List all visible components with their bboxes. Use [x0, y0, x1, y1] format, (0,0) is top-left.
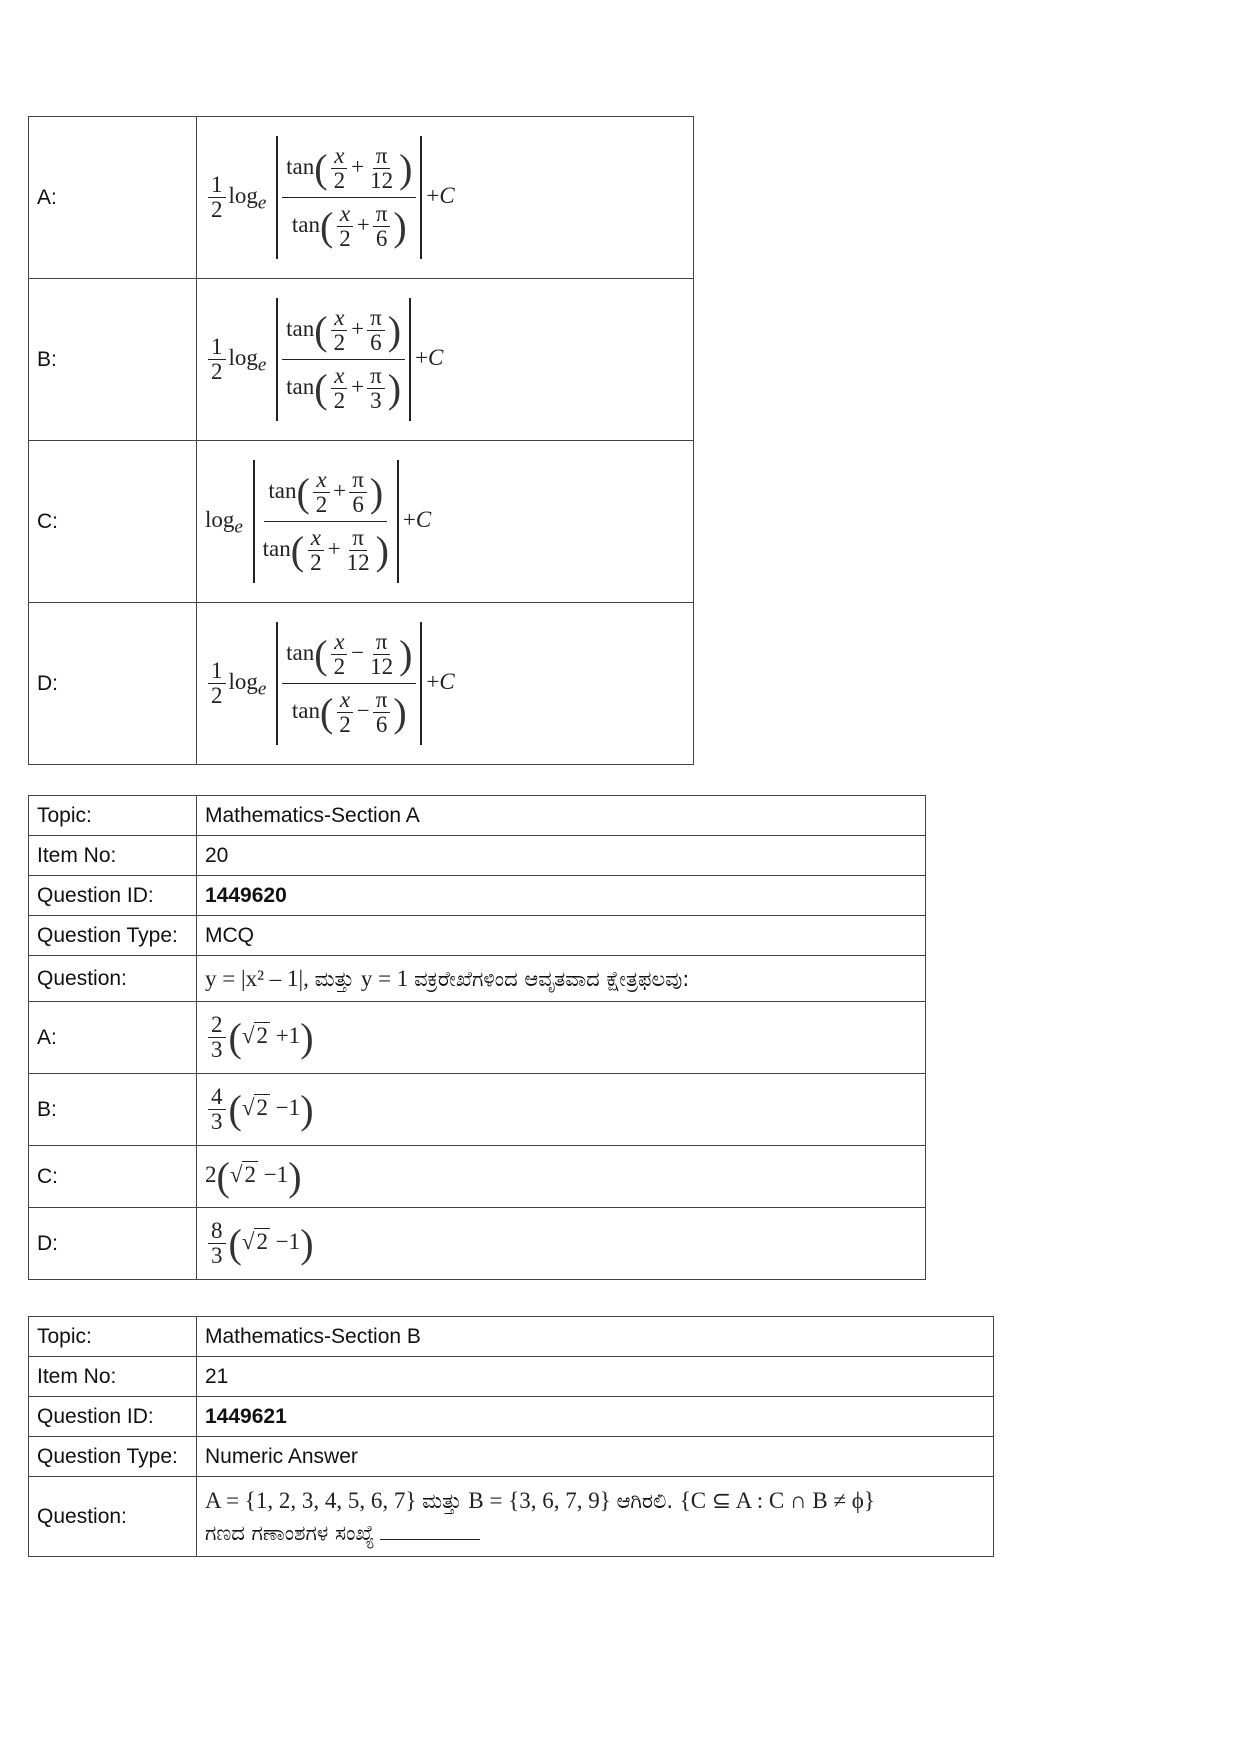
question-math: {C ⊆ A : C ∩ B ≠ ϕ} [679, 1488, 875, 1514]
topic-row [29, 796, 926, 836]
math-expression: $\frac{8}{3}$ (√2 −1) [205, 1229, 314, 1254]
option-row-a [29, 117, 694, 279]
field-label: Question ID: [29, 1397, 197, 1437]
option-label: B: [29, 1074, 197, 1146]
math-expression: $\frac{1}{2}$ $\log_e$ tan( $\frac{x}{2}$ + $\frac{\pi}{6}$ ) tan( $\frac{x}{2}$ + $\frac{\pi}{3}$ ) +C [205, 345, 443, 370]
item-value: 20 [197, 836, 926, 876]
question-math: A = {1, 2, 3, 4, 5, 6, 7} [205, 1488, 423, 1514]
question-type-value: MCQ [197, 916, 926, 956]
field-label: Question Type: [29, 1437, 197, 1477]
option-row-b [29, 279, 694, 441]
question-kannada: ಆಗಿರಲಿ. [616, 1489, 680, 1514]
field-label: Item No: [29, 836, 197, 876]
topic-value: Mathematics-Section A [197, 796, 926, 836]
field-label: Question: [29, 956, 197, 1002]
question-type-row [29, 916, 926, 956]
item-value: 21 [197, 1357, 994, 1397]
option-label: B: [29, 279, 197, 441]
math-expression: $\frac{4}{3}$ (√2 −1) [205, 1095, 314, 1120]
field-label: Question: [29, 1477, 197, 1557]
question-id-row [29, 1397, 994, 1437]
question-kannada: ವಕ್ರರೇಖೆಗಳಿಂದ ಆವೃತವಾದ ಕ್ಷೇತ್ರಫಲವು: [414, 966, 690, 991]
option-expression [197, 1146, 926, 1208]
question-text [197, 956, 926, 1002]
question-id-value [197, 1397, 994, 1437]
option-label: A: [29, 1002, 197, 1074]
math-expression: $\log_e$ tan( $\frac{x}{2}$ + $\frac{\pi}{6}$ ) tan( $\frac{x}{2}$ + $\frac{\pi}{12}$ ) +C [205, 507, 431, 532]
field-label: Question Type: [29, 916, 197, 956]
option-expression [197, 603, 694, 765]
field-label: Topic: [29, 796, 197, 836]
option-row-a [29, 1002, 926, 1074]
option-expression [197, 117, 694, 279]
question-math: y = 1 [360, 965, 415, 991]
option-row-d [29, 603, 694, 765]
topic-value: Mathematics-Section B [197, 1317, 994, 1357]
question-id-row [29, 876, 926, 916]
question-row [29, 956, 926, 1002]
q19-options-table [28, 116, 694, 765]
question-id: 1449621 [205, 1404, 287, 1428]
option-label: C: [29, 1146, 197, 1208]
option-expression [197, 1074, 926, 1146]
question-id: 1449620 [205, 883, 287, 907]
math-expression: 2(√2 −1) [205, 1154, 302, 1199]
question-text [197, 1477, 994, 1557]
option-expression [197, 441, 694, 603]
item-row [29, 1357, 994, 1397]
option-row-c [29, 441, 694, 603]
field-label: Question ID: [29, 876, 197, 916]
question-type-row [29, 1437, 994, 1477]
option-expression [197, 1002, 926, 1074]
question-kannada: ಮತ್ತು [422, 1489, 469, 1514]
option-label: D: [29, 1208, 197, 1280]
option-expression [197, 1208, 926, 1280]
topic-row [29, 1317, 994, 1357]
question-row [29, 1477, 994, 1557]
answer-blank [380, 1521, 480, 1540]
q20-table [28, 795, 926, 1280]
option-row-b [29, 1074, 926, 1146]
question-math: B = {3, 6, 7, 9} [468, 1488, 617, 1514]
question-id-value [197, 876, 926, 916]
option-label: A: [29, 117, 197, 279]
q21-table [28, 1316, 994, 1557]
option-label: C: [29, 441, 197, 603]
option-label: D: [29, 603, 197, 765]
question-kannada: ಮತ್ತು [314, 966, 361, 991]
field-label: Item No: [29, 1357, 197, 1397]
option-expression [197, 279, 694, 441]
math-expression: $\frac{2}{3}$ (√2 +1) [205, 1023, 314, 1048]
item-row [29, 836, 926, 876]
question-kannada: ಗಣದ ಗಣಾಂಶಗಳ ಸಂಖ್ಯೆ [205, 1520, 375, 1545]
option-row-c [29, 1146, 926, 1208]
math-expression: $\frac{1}{2}$ $\log_e$ tan( $\frac{x}{2}$ + $\frac{\pi}{12}$ ) tan( $\frac{x}{2}$ + $\frac{\pi}{6}$ ) +C [205, 183, 455, 208]
question-type-value: Numeric Answer [197, 1437, 994, 1477]
question-math: y = |x² – 1|, [205, 965, 315, 991]
math-expression: $\frac{1}{2}$ $\log_e$ tan( $\frac{x}{2}$ − $\frac{\pi}{12}$ ) tan( $\frac{x}{2}$ − $\frac{\pi}{6}$ ) +C [205, 669, 455, 694]
option-row-d [29, 1208, 926, 1280]
field-label: Topic: [29, 1317, 197, 1357]
